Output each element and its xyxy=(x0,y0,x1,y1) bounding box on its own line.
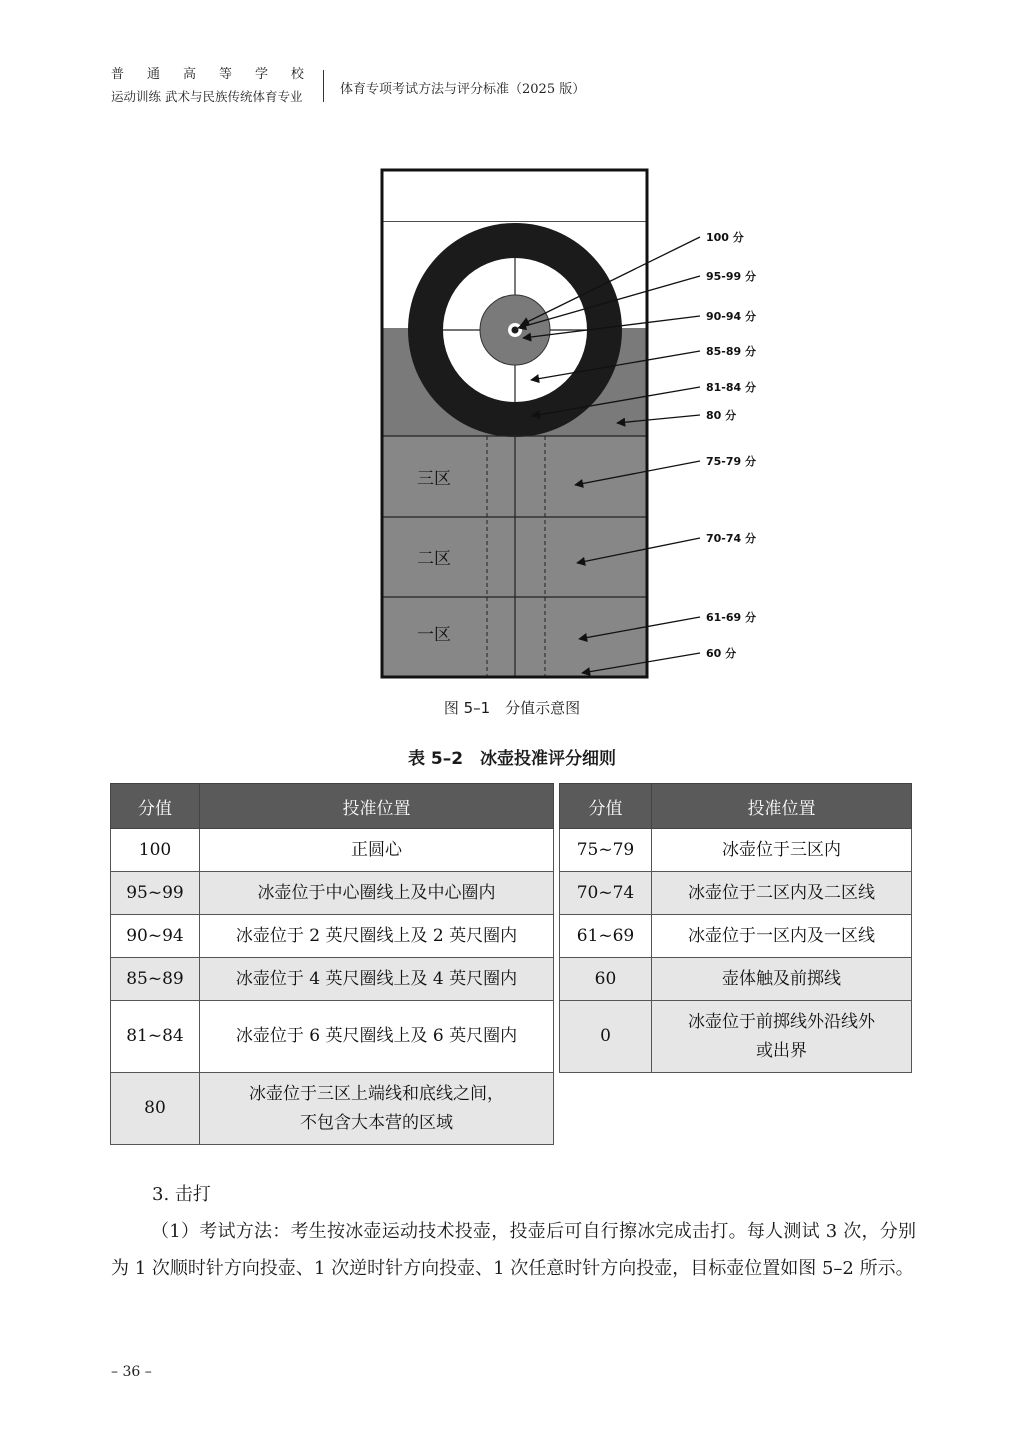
position-cell: 冰壶位于 2 英尺圈线上及 2 英尺圈内 xyxy=(200,915,554,958)
table-header-row xyxy=(560,784,912,829)
position-cell: 冰壶位于中心圈线上及中心圈内 xyxy=(200,872,554,915)
school-char: 校 xyxy=(290,67,304,82)
zone-label: 一区 xyxy=(417,625,451,645)
table-row xyxy=(560,872,912,915)
header-score: 分值 xyxy=(560,784,652,829)
school-char: 学 xyxy=(254,67,268,82)
score-label: 70-74 分 xyxy=(706,532,757,545)
table-row xyxy=(560,1001,912,1073)
score-cell: 70~74 xyxy=(560,872,652,915)
scoring-table-left xyxy=(110,783,554,1145)
position-cell: 冰壶位于前掷线外沿线外 或出界 xyxy=(652,1001,912,1073)
score-cell: 60 xyxy=(560,958,652,1001)
zone-label: 三区 xyxy=(417,469,451,489)
score-label: 81-84 分 xyxy=(706,381,757,394)
table-row xyxy=(111,872,554,915)
score-label: 61-69 分 xyxy=(706,611,757,624)
score-diagram xyxy=(370,165,770,690)
score-cell: 81~84 xyxy=(111,1001,200,1073)
score-cell: 90~94 xyxy=(111,915,200,958)
score-label: 85-89 分 xyxy=(706,345,757,358)
score-cell: 80 xyxy=(111,1073,200,1145)
position-cell: 冰壶位于三区上端线和底线之间， 不包含大本营的区域 xyxy=(200,1073,554,1145)
table-header-row xyxy=(111,784,554,829)
school-type-label xyxy=(111,66,304,84)
figure-caption: 图 5–1 分值示意图 xyxy=(443,699,581,717)
table-row xyxy=(111,915,554,958)
school-char: 高 xyxy=(182,67,196,82)
top-white-band xyxy=(382,170,647,222)
position-cell: 冰壶位于 6 英尺圈线上及 6 英尺圈内 xyxy=(200,1001,554,1073)
position-cell: 壶体触及前掷线 xyxy=(652,958,912,1001)
position-cell: 冰壶位于一区内及一区线 xyxy=(652,915,912,958)
score-label: 60 分 xyxy=(706,647,737,660)
header-position: 投准位置 xyxy=(652,784,912,829)
score-label: 75-79 分 xyxy=(706,455,757,468)
header-score: 分值 xyxy=(111,784,200,829)
score-label: 90-94 分 xyxy=(706,310,757,323)
table-row xyxy=(111,829,554,872)
section-heading: 3. 击打 xyxy=(152,1184,211,1205)
page-number: – 36 – xyxy=(111,1364,152,1380)
score-label: 100 分 xyxy=(706,231,744,244)
position-cell: 冰壶位于 4 英尺圈线上及 4 英尺圈内 xyxy=(200,958,554,1001)
scoring-table-right xyxy=(559,783,912,1073)
table-row xyxy=(111,1073,554,1145)
body-paragraph: （1）考试方法：考生按冰壶运动技术投壶，投壶后可自行擦冰完成击打。每人测试 3 次，分别为 1 次顺时针方向投壶、1 次逆时针方向投壶、1 次任意时针方向投壶，目标壶位置如图 5–2 所示。 xyxy=(111,1221,916,1279)
major-subtitle: 运动训练 武术与民族传统体育专业 xyxy=(111,89,303,104)
score-cell: 75~79 xyxy=(560,829,652,872)
school-char: 等 xyxy=(218,67,232,82)
button-center xyxy=(512,327,519,334)
position-cell: 冰壶位于二区内及二区线 xyxy=(652,872,912,915)
score-cell: 85~89 xyxy=(111,958,200,1001)
position-cell: 正圆心 xyxy=(200,829,554,872)
table-row xyxy=(560,829,912,872)
score-cell: 0 xyxy=(560,1001,652,1073)
table-row xyxy=(560,915,912,958)
school-char: 普 xyxy=(111,67,125,82)
header-position: 投准位置 xyxy=(200,784,554,829)
position-cell: 冰壶位于三区内 xyxy=(652,829,912,872)
score-label: 80 分 xyxy=(706,409,737,422)
document-title: 体育专项考试方法与评分标准（2025 版） xyxy=(340,82,586,97)
header-divider xyxy=(323,70,324,102)
score-cell: 100 xyxy=(111,829,200,872)
table-row xyxy=(111,1001,554,1073)
zone-label: 二区 xyxy=(417,549,451,569)
running-header-left xyxy=(111,66,311,106)
table-title: 表 5–2 冰壶投准评分细则 xyxy=(407,749,617,769)
score-cell: 61~69 xyxy=(560,915,652,958)
table-row xyxy=(560,958,912,1001)
table-row xyxy=(111,958,554,1001)
score-cell: 95~99 xyxy=(111,872,200,915)
score-label: 95-99 分 xyxy=(706,270,757,283)
school-char: 通 xyxy=(146,67,160,82)
